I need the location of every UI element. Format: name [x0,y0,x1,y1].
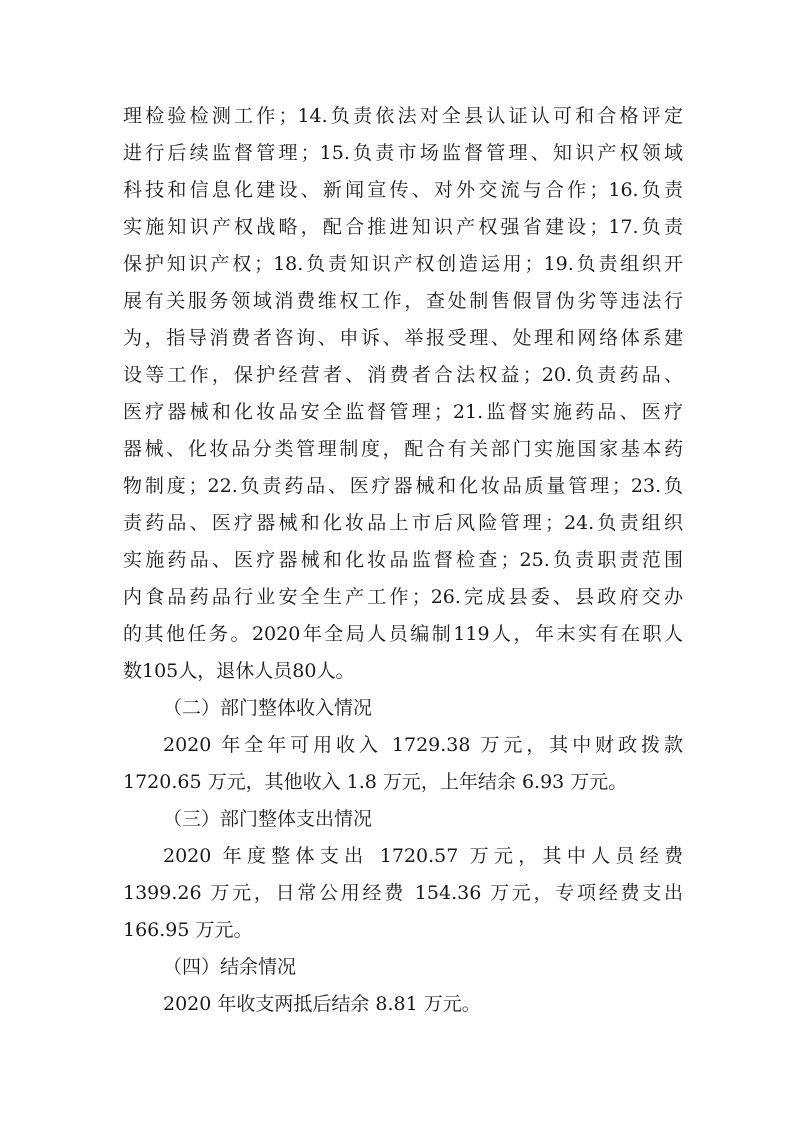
body-line-8: 设等工作，保护经营者、消费者合法权益；20.负责药品、 [123,364,683,386]
income-line-1: 2020 年全年可用收入 1729.38 万元，其中财政拨款 [163,734,683,756]
balance-heading: （四）结余情况 [163,956,297,978]
income-line-2: 1720.65 万元，其他收入 1.8 万元，上年结余 6.93 万元。 [123,771,628,793]
body-line-7: 为，指导消费者咨询、申诉、举报受理、处理和网络体系建 [123,327,683,349]
income-heading: （二）部门整体收入情况 [163,697,373,719]
expense-line-3: 166.95 万元。 [123,919,253,941]
body-line-10: 器械、化妆品分类管理制度，配合有关部门实施国家基本药 [123,438,683,460]
body-line-5: 保护知识产权；18.负责知识产权创造运用；19.负责组织开 [123,253,683,275]
body-line-9: 医疗器械和化妆品安全监督管理；21.监督实施药品、医疗 [123,401,683,423]
body-line-6: 展有关服务领域消费维权工作，查处制售假冒伪劣等违法行 [123,290,683,312]
balance-line-1: 2020 年收支两抵后结余 8.81 万元。 [163,993,481,1015]
expense-line-2: 1399.26 万元，日常公用经费 154.36 万元，专项经费支出 [123,882,683,904]
expense-heading: （三）部门整体支出情况 [163,808,373,830]
body-line-15: 的其他任务。2020年全局人员编制119人，年末实有在职人 [123,623,683,645]
body-line-16: 数105人，退休人员80人。 [123,660,355,682]
body-line-11: 物制度；22.负责药品、医疗器械和化妆品质量管理；23.负 [123,475,683,497]
body-line-1: 理检验检测工作；14.负责依法对全县认证认可和合格评定 [123,105,683,127]
body-line-14: 内食品药品行业安全生产工作；26.完成县委、县政府交办 [123,586,683,608]
body-line-2: 进行后续监督管理；15.负责市场监督管理、知识产权领域 [123,142,683,164]
body-line-12: 责药品、医疗器械和化妆品上市后风险管理；24.负责组织 [123,512,683,534]
body-line-4: 实施知识产权战略，配合推进知识产权强省建设；17.负责 [123,216,683,238]
expense-line-1: 2020 年度整体支出 1720.57 万元，其中人员经费 [163,845,683,867]
body-line-13: 实施药品、医疗器械和化妆品监督检查；25.负责职责范围 [123,549,683,571]
body-line-3: 科技和信息化建设、新闻宣传、对外交流与合作；16.负责 [123,179,683,201]
